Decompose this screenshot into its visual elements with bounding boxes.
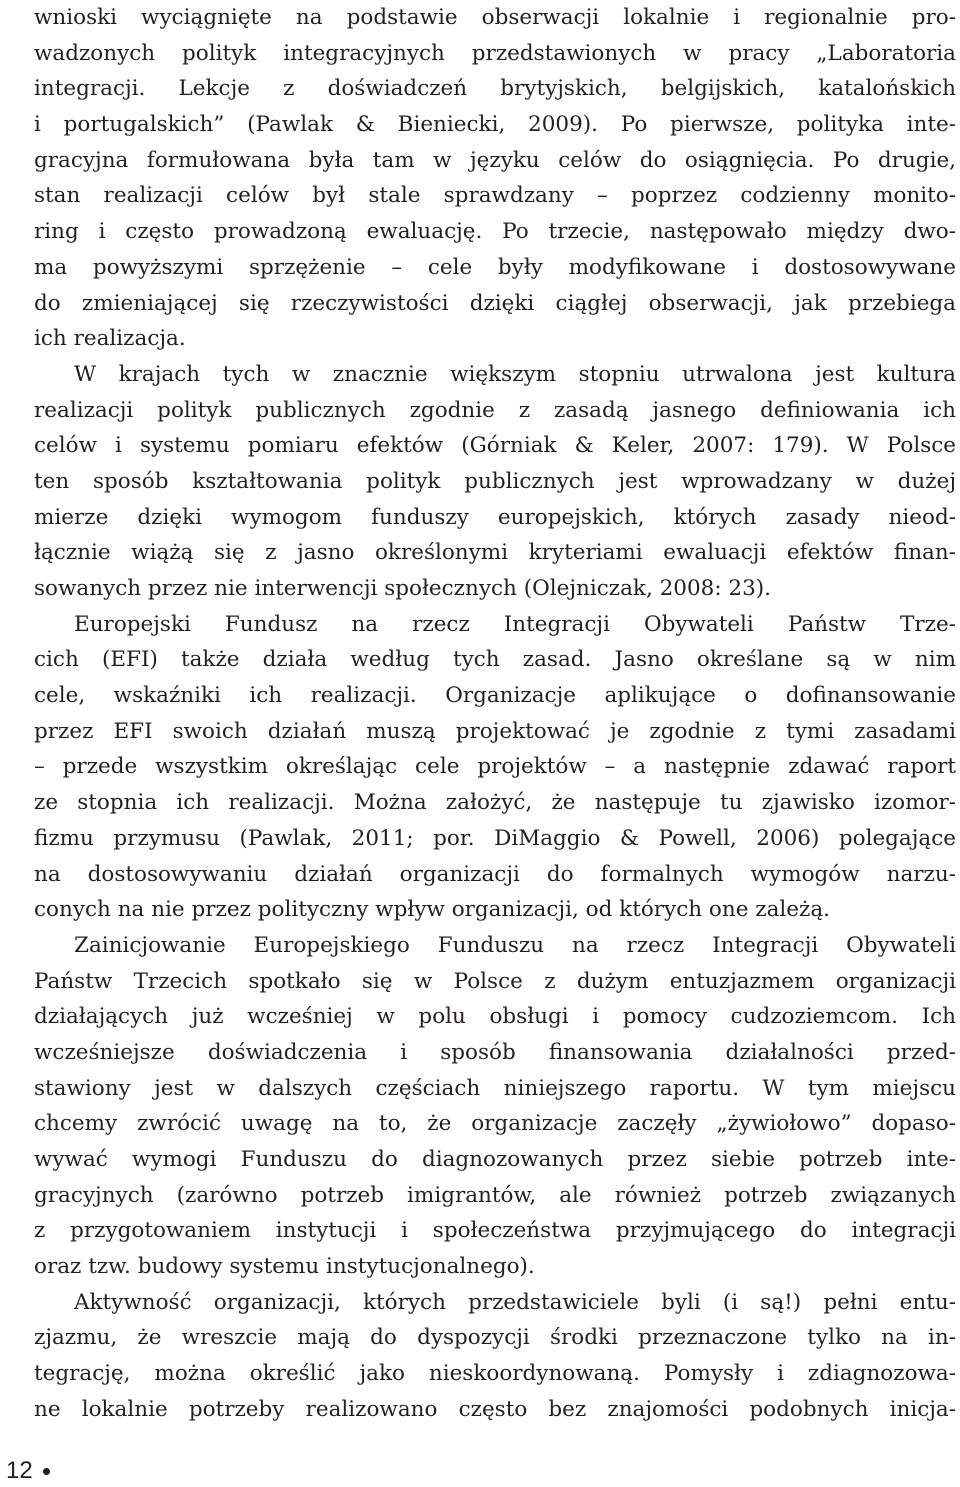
text-line: Państw Trzecich spotkało się w Polsce z dużym entuzjazmem organizacji: [34, 968, 956, 994]
text-line: gracyjna formułowana była tam w języku celów do osiągnięcia. Po drugie,: [34, 147, 956, 173]
text-line: gracyjnych (zarówno potrzeb imigrantów, ale również potrzeb związanych: [34, 1182, 956, 1208]
text-line: łącznie wiążą się z jasno określonymi kryteriami ewaluacji efektów finan-: [34, 540, 956, 566]
text-line: mierze dzięki wymogom funduszy europejskich, których zasady nieod-: [34, 504, 956, 530]
text-line: celów i systemu pomiaru efektów (Górniak & Keler, 2007: 179). W Polsce: [34, 433, 956, 459]
text-line: cele, wskaźniki ich realizacji. Organizacje aplikujące o dofinansowanie: [34, 683, 956, 709]
text-line: działających już wcześniej w polu obsługi i pomocy cudzoziemcom. Ich: [34, 1004, 956, 1030]
text-line: oraz tzw. budowy systemu instytucjonalnego).: [34, 1254, 535, 1280]
bullet-dot-icon: [43, 1468, 50, 1475]
paragraph-start-line: Europejski Fundusz na rzecz Integracji Obywateli Państw Trze-: [74, 611, 956, 637]
text-line: z przygotowaniem instytucji i społeczeństwa przyjmującego do integracji: [34, 1218, 956, 1244]
text-line: i portugalskich” (Pawlak & Bieniecki, 2009). Po pierwsze, polityka inte-: [34, 112, 956, 138]
text-line: integracji. Lekcje z doświadczeń brytyjskich, belgijskich, katalońskich: [34, 76, 956, 102]
text-line: realizacji polityk publicznych zgodnie z zasadą jasnego definiowania ich: [34, 397, 956, 423]
text-line: przez EFI swoich działań muszą projektować je zgodnie z tymi zasadami: [34, 718, 956, 744]
text-line: ze stopnia ich realizacji. Można założyć, że następuje tu zjawisko izomor-: [34, 790, 956, 816]
text-line: chcemy zwrócić uwagę na to, że organizacje zaczęły „żywiołowo” dopaso-: [34, 1111, 956, 1137]
text-line: do zmieniającej się rzeczywistości dzięki ciągłej obserwacji, jak przebiega: [34, 290, 956, 316]
body-text: [34, 0, 956, 1428]
page-number: 12: [6, 1457, 33, 1484]
text-line: cich (EFI) także działa według tych zasad. Jasno określane są w nim: [34, 647, 956, 673]
text-line: ne lokalnie potrzeby realizowano często bez znajomości podobnych inicja-: [34, 1396, 956, 1422]
text-line: fizmu przymusu (Pawlak, 2011; por. DiMaggio & Powell, 2006) polegające: [34, 825, 956, 851]
text-line: ich realizacja.: [34, 326, 186, 352]
text-line: stawiony jest w dalszych częściach niniejszego raportu. W tym miejscu: [34, 1075, 956, 1101]
text-line: ten sposób kształtowania polityk publicznych jest wprowadzany w dużej: [34, 468, 956, 494]
paragraph-start-line: Zainicjowanie Europejskiego Funduszu na rzecz Integracji Obywateli: [74, 932, 956, 958]
text-line: zjazmu, że wreszcie mają do dyspozycji środki przeznaczone tylko na in-: [34, 1325, 956, 1351]
text-line: – przede wszystkim określając cele projektów – a następnie zdawać raport: [34, 754, 956, 780]
text-line: wadzonych polityk integracyjnych przedstawionych w pracy „Laboratoria: [34, 40, 956, 66]
page-number-footer: [6, 1457, 50, 1485]
text-line: wcześniejsze doświadczenia i sposób finansowania działalności przed-: [34, 1039, 956, 1065]
text-line: ring i często prowadzoną ewaluację. Po trzecie, następowało między dwo-: [34, 219, 956, 245]
text-line: wnioski wyciągnięte na podstawie obserwacji lokalnie i regionalnie pro-: [34, 5, 956, 30]
text-line: stan realizacji celów był stale sprawdzany – poprzez codzienny monito-: [34, 183, 956, 209]
text-line: na dostosowywaniu działań organizacji do formalnych wymogów narzu-: [34, 861, 956, 887]
text-line: tegrację, można określić jako nieskoordynowaną. Pomysły i zdiagnozowa-: [34, 1361, 956, 1387]
paragraph-start-line: Aktywność organizacji, których przedstawiciele byli (i są!) pełni entu-: [74, 1289, 956, 1315]
text-line: sowanych przez nie interwencji społecznych (Olejniczak, 2008: 23).: [34, 576, 771, 601]
text-line: conych na nie przez polityczny wpływ organizacji, od których one zależą.: [34, 897, 830, 923]
text-line: wywać wymogi Funduszu do diagnozowanych przez siebie potrzeb inte-: [34, 1147, 956, 1172]
paragraph-start-line: W krajach tych w znacznie większym stopniu utrwalona jest kultura: [74, 361, 956, 387]
text-line: ma powyższymi sprzężenie – cele były modyfikowane i dostosowywane: [34, 254, 956, 280]
